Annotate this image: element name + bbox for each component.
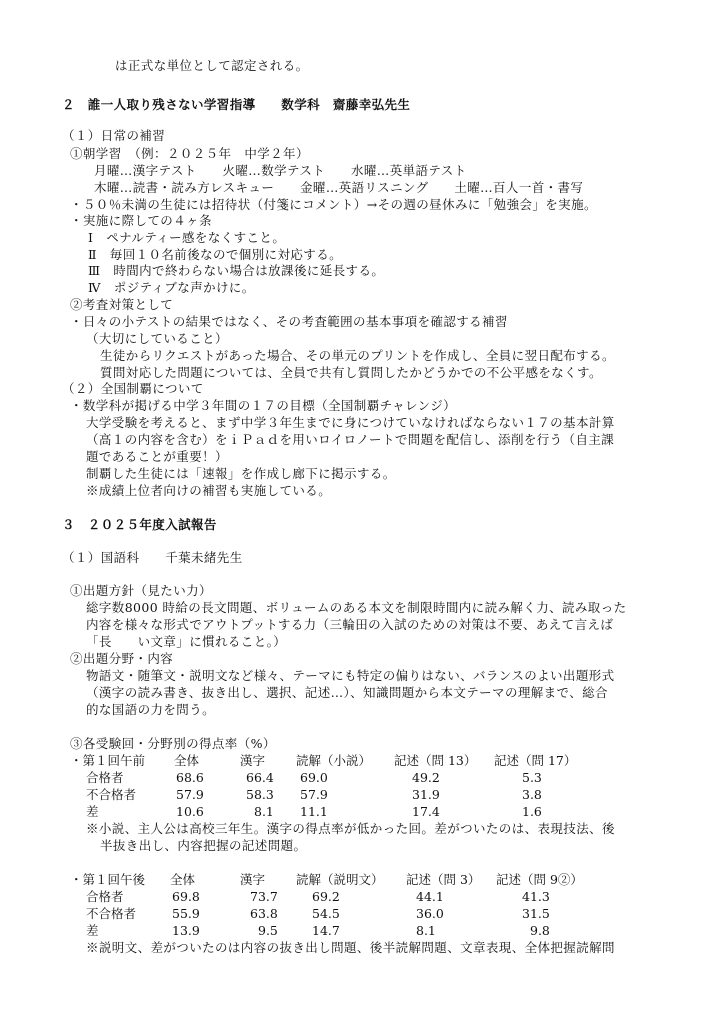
table-2-col-header: 読解（説明文） (296, 872, 384, 887)
section-3-heading: ３ ２０２５年度入試報告 (62, 517, 217, 532)
table-cell: 41.3 (522, 889, 550, 904)
table-cell: 13.9 (172, 923, 200, 938)
table-2-col-header: 記述（問 9②） (496, 872, 583, 887)
table-row-label: 不合格者 (86, 906, 137, 921)
table-1-note-line-1: ※小説、主人公は高校三年生。漢字の得点率が低かった回。差がついたのは、表現技法、後 (86, 821, 615, 836)
table-2-note-line-1: ※説明文、差がついたのは内容の抜き出し問題、後半読解問題、文章表現、全体把握読解問 (86, 940, 615, 955)
table-cell: 9.5 (258, 923, 278, 938)
table-cell: 17.4 (412, 804, 440, 819)
field-line-1: 物語文・随筆文・説明文など様々、テーマにも特定の偏りはない、バランスのよい出題形式 (86, 668, 615, 683)
table-cell: 10.6 (176, 804, 204, 819)
table-cell: 44.1 (416, 889, 444, 904)
table-cell: 54.5 (312, 906, 340, 921)
table-cell: 31.9 (412, 787, 440, 802)
national-line-1: ・数学科が掲げる中学３年間の１７の目標（全国制覇チャレンジ） (70, 398, 457, 413)
table-cell: 3.8 (522, 787, 542, 802)
table-1-col-header: 記述（問 13） (394, 753, 477, 768)
rule-4: Ⅳ ポジティブな声かけに。 (88, 280, 255, 295)
table-cell: 36.0 (416, 906, 444, 921)
rules-title: ・実施に際しての４ヶ条 (70, 213, 212, 228)
table-row (86, 906, 676, 922)
morning-schedule-row-1: 月曜…漢字テスト 火曜…数学テスト 水曜…英単語テスト (94, 163, 467, 178)
table-row-label: 差 (86, 923, 99, 938)
table-1-note-line-2: 半抜き出し、内容把握の記述問題。 (100, 838, 307, 853)
table-cell: 69.8 (172, 889, 200, 904)
table-2-session: ・第１回午後 (70, 872, 146, 887)
table-cell: 8.1 (416, 923, 436, 938)
national-line-4: 題であることが重要！） (86, 449, 228, 464)
table-row (86, 889, 676, 905)
table-cell: 9.8 (530, 923, 550, 938)
table-row-label: 合格者 (86, 889, 124, 904)
table-row-label: 不合格者 (86, 787, 137, 802)
national-line-2: 大学受験を考えると、まず中学３年生までに身につけていなければならない１７の基本計算 (86, 415, 615, 430)
table-1-col-header: 全体 (174, 753, 200, 768)
table-2-header (70, 872, 670, 888)
exam-prep-line-1: ・日々の小テストの結果ではなく、その考査範囲の基本事項を確認する補習 (70, 314, 508, 329)
exam-prep-title: ②考査対策として (70, 297, 174, 312)
exam-prep-line-4: 質問対応した問題については、全員で共有し質問したかどうかでの不公平感をなくす。 (100, 365, 602, 380)
field-title: ②出題分野・内容 (70, 651, 174, 666)
exam-prep-line-3: 生徒からリクエストがあった場合、その単元のプリントを作成し、全員に翌日配布する。 (100, 348, 615, 363)
national-line-3: （高１の内容を含む）をｉＰａｄを用いロイロノートで問題を配信し、添削を行う（自主課 (86, 432, 615, 447)
policy-title: ①出題方針（見たい力） (70, 583, 212, 598)
table-1-col-header: 読解（小説） (296, 753, 372, 768)
table-cell: 31.5 (522, 906, 550, 921)
policy-line-3: 「長 い文章」に慣れること。） (86, 634, 287, 649)
table-row-label: 差 (86, 804, 99, 819)
table-cell: 68.6 (176, 770, 204, 785)
morning-study-title: ①朝学習 （例：２０２５年 中学２年） (70, 146, 309, 161)
exam-prep-line-2: （大切にしていること） (86, 331, 228, 346)
table-1-col-header: 漢字 (240, 753, 266, 768)
table-1-session: ・第１回午前 (70, 753, 146, 768)
subsection-daily-title: （１）日常の補習 (62, 128, 166, 143)
table-row-label: 合格者 (86, 770, 124, 785)
table-cell: 5.3 (522, 770, 542, 785)
policy-line-2: 内容を様々な形式でアウトプットする力（三輪田の入試のための対策は不要、あえて言えば (86, 617, 614, 632)
table-cell: 8.1 (254, 804, 274, 819)
table-cell: 1.6 (522, 804, 542, 819)
table-cell: 57.9 (176, 787, 204, 802)
rule-1: Ⅰ ペナルティー感をなくすこと。 (88, 230, 286, 245)
table-cell: 49.2 (412, 770, 440, 785)
morning-schedule-row-2: 木曜…読書・読み方レスキュー 金曜…英語リスニング 土曜…百人一首・書写 (94, 180, 584, 195)
subsection-national-title: （２）全国制覇について (62, 381, 204, 396)
rule-2: Ⅱ 毎回１０名前後なので個別に対応する。 (88, 247, 342, 262)
table-row (86, 787, 676, 803)
table-cell: 63.8 (250, 906, 278, 921)
table-cell: 11.1 (300, 804, 328, 819)
table-row (86, 804, 676, 820)
table-cell: 73.7 (250, 889, 278, 904)
table-cell: 55.9 (172, 906, 200, 921)
table-2-col-header: 全体 (170, 872, 196, 887)
table-2-col-header: 記述（問 3） (406, 872, 481, 887)
field-line-2: （漢字の読み書き、抜き出し、選択、記述…）、知識問題から本文テーマの理解まで、総合 (86, 685, 608, 700)
table-row (86, 770, 676, 786)
table-cell: 69.0 (300, 770, 328, 785)
table-row (86, 923, 676, 939)
section-2-heading: ２ 誰一人取り残さない学習指導 数学科 齋藤幸弘先生 (62, 97, 411, 112)
invitation-line: ・５０％未満の生徒には招待状（付箋にコメント）→その週の昼休みに「勉強会」を実施。 (70, 197, 597, 212)
table-cell: 66.4 (246, 770, 274, 785)
continuation-line: は正式な単位として認定される。 (115, 58, 309, 73)
japanese-dept-title: （１）国語科 千葉未緒先生 (62, 550, 243, 565)
table-cell: 14.7 (312, 923, 340, 938)
table-1-col-header: 記述（問 17） (494, 753, 577, 768)
table-cell: 69.2 (312, 889, 340, 904)
table-cell: 57.9 (300, 787, 328, 802)
table-2-col-header: 漢字 (240, 872, 266, 887)
policy-line-1: 総字数8000 時給の長文問題、ボリュームのある本文を制限時間内に読み解く力、読み取った (86, 600, 627, 615)
national-line-5: 制覇した生徒には「速報」を作成し廊下に掲示する。 (86, 466, 396, 481)
table-cell: 58.3 (246, 787, 274, 802)
table-1-header (70, 753, 670, 769)
national-line-6: ※成績上位者向けの補習も実施している。 (86, 483, 332, 498)
score-rate-title: ③各受験回・分野別の得点率（%） (70, 736, 276, 751)
field-line-3: 的な国語の力を問う。 (86, 702, 216, 717)
rule-3: Ⅲ 時間内で終わらない場合は放課後に延長する。 (88, 263, 385, 278)
